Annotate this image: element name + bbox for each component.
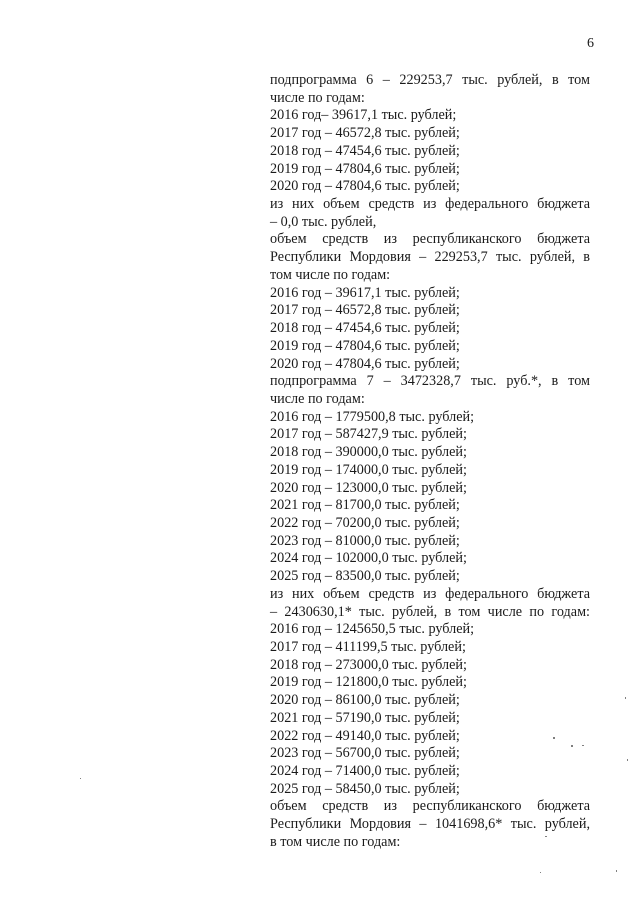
text-line: – 0,0 тыс. рублей, bbox=[270, 213, 377, 230]
text-line: 2020 год – 47804,6 тыс. рублей; bbox=[270, 355, 460, 372]
text-line: 2016 год – 1245650,5 тыс. рублей; bbox=[270, 621, 475, 638]
text-line: 2019 год – 47804,6 тыс. рублей; bbox=[270, 337, 460, 354]
text-line: 2020 год – 47804,6 тыс. рублей; bbox=[270, 178, 460, 195]
text-line: в том числе по годам: bbox=[270, 833, 401, 850]
text-line: 2023 год – 81000,0 тыс. рублей; bbox=[270, 532, 460, 549]
text-line: 2019 год – 174000,0 тыс. рублей; bbox=[270, 461, 467, 478]
scan-speck bbox=[545, 836, 547, 837]
text-line: 2017 год – 587427,9 тыс. рублей; bbox=[270, 426, 467, 443]
text-line: 2018 год – 390000,0 тыс. рублей; bbox=[270, 444, 467, 461]
text-line: 2019 год – 47804,6 тыс. рублей; bbox=[270, 160, 460, 177]
text-line: 2025 год – 83500,0 тыс. рублей; bbox=[270, 568, 460, 585]
text-line: 2020 год – 86100,0 тыс. рублей; bbox=[270, 692, 460, 709]
document-body-text bbox=[270, 72, 590, 852]
text-line: числе по годам: bbox=[270, 89, 365, 106]
text-line: 2016 год– 39617,1 тыс. рублей; bbox=[270, 107, 457, 124]
text-line: 2025 год – 58450,0 тыс. рублей; bbox=[270, 780, 460, 797]
scan-speck bbox=[553, 737, 555, 739]
text-line: из них объем средств из федерального бюджета bbox=[270, 585, 590, 602]
text-line: 2018 год – 47454,6 тыс. рублей; bbox=[270, 320, 460, 337]
text-line: 2022 год – 49140,0 тыс. рублей; bbox=[270, 727, 460, 744]
text-line: 2024 год – 71400,0 тыс. рублей; bbox=[270, 763, 460, 780]
text-line: числе по годам: bbox=[270, 390, 365, 407]
text-line: подпрограмма 7 – 3472328,7 тыс. руб.*, в том bbox=[270, 373, 590, 390]
text-line: 2017 год – 46572,8 тыс. рублей; bbox=[270, 125, 460, 142]
scan-speck bbox=[582, 745, 584, 746]
text-line: 2021 год – 81700,0 тыс. рублей; bbox=[270, 497, 460, 514]
scan-speck bbox=[540, 872, 541, 873]
scan-speck bbox=[80, 778, 81, 779]
text-line: 2022 год – 70200,0 тыс. рублей; bbox=[270, 514, 460, 531]
text-line: 2021 год – 57190,0 тыс. рублей; bbox=[270, 709, 460, 726]
text-line: 2018 год – 47454,6 тыс. рублей; bbox=[270, 142, 460, 159]
text-line: 2016 год – 1779500,8 тыс. рублей; bbox=[270, 408, 475, 425]
text-line: из них объем средств из федерального бюджета bbox=[270, 196, 590, 213]
text-line: Республики Мордовия – 229253,7 тыс. рублей, в bbox=[270, 249, 590, 266]
text-line: 2020 год – 123000,0 тыс. рублей; bbox=[270, 479, 467, 496]
text-line: 2017 год – 46572,8 тыс. рублей; bbox=[270, 302, 460, 319]
text-line: объем средств из республиканского бюджета bbox=[270, 231, 590, 248]
text-line: 2017 год – 411199,5 тыс. рублей; bbox=[270, 639, 466, 655]
text-line: 2018 год – 273000,0 тыс. рублей; bbox=[270, 656, 467, 673]
page-number: 6 bbox=[587, 36, 594, 51]
text-line: объем средств из республиканского бюджета bbox=[270, 798, 590, 815]
text-line: том числе по годам: bbox=[270, 266, 391, 283]
text-line: 2016 год – 39617,1 тыс. рублей; bbox=[270, 284, 460, 301]
scan-speck bbox=[571, 745, 573, 747]
text-line: подпрограмма 6 – 229253,7 тыс. рублей, в том bbox=[270, 72, 590, 88]
text-line: 2024 год – 102000,0 тыс. рублей; bbox=[270, 550, 467, 567]
text-line: 2019 год – 121800,0 тыс. рублей; bbox=[270, 674, 467, 691]
scan-speck bbox=[627, 759, 628, 761]
text-line: Республики Мордовия – 1041698,6* тыс. рублей, bbox=[270, 816, 590, 833]
text-line: – 2430630,1* тыс. рублей, в том числе по годам: bbox=[270, 603, 590, 620]
scan-speck bbox=[625, 697, 626, 699]
text-line: 2023 год – 56700,0 тыс. рублей; bbox=[270, 745, 460, 762]
scan-speck bbox=[616, 870, 617, 872]
